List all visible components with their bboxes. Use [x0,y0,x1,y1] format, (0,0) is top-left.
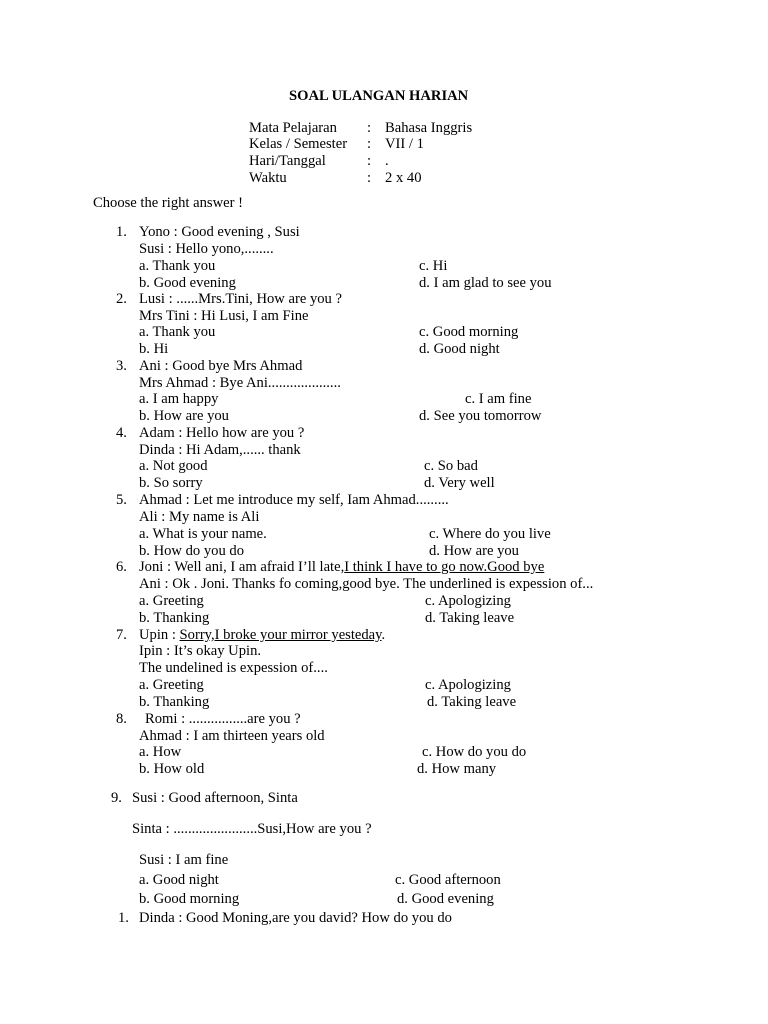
dialog-line: Ahmad : Let me introduce my self, Iam Ahmad......... [139,492,449,508]
question-number: 6. [116,559,127,575]
option-d: d. See you tomorrow [419,408,542,424]
dialog-text: Upin : [139,627,180,643]
page-title: SOAL ULANGAN HARIAN [289,88,469,104]
option-d: d. How are you [429,543,519,559]
info-label: Waktu [249,170,287,186]
option-a: a. Thank you [139,258,216,274]
info-label: Kelas / Semester [249,136,348,152]
dialog-text: Joni : Well ani, I am afraid I’ll late, [139,559,345,575]
info-value: . [385,153,389,169]
info-sep: : [367,136,372,152]
info-sep: : [367,120,372,136]
question-number: 5. [116,492,127,508]
dialog-line: Ahmad : I am thirteen years old [139,728,325,744]
option-c: c. Apologizing [425,593,511,609]
question-number: 2. [116,291,127,307]
option-d: d. Good evening [397,891,494,907]
question-number: 1. [116,224,127,240]
dialog-line: Susi : I am fine [139,852,229,868]
option-c: c. Good afternoon [395,872,501,888]
dialog-line: Dinda : Good Moning,are you david? How do you do [139,910,452,926]
dialog-line: Yono : Good evening , Susi [139,224,300,240]
question-number: 8. [116,711,127,727]
info-value: 2 x 40 [385,170,422,186]
question-number: 4. [116,425,127,441]
option-d: d. I am glad to see you [419,275,552,291]
info-label: Hari/Tanggal [249,153,326,169]
dialog-line [139,559,544,576]
dialog-line: Mrs Ahmad : Bye Ani.................... [139,375,341,391]
option-a: a. Thank you [139,324,216,340]
question-number: 3. [116,358,127,374]
question-number: 7. [116,627,127,643]
option-a: a. Greeting [139,593,204,609]
dialog-line: Romi : ................are you ? [145,711,301,727]
option-b: b. How do you do [139,543,244,559]
option-b: b. Thanking [139,610,210,626]
dialog-line: Adam : Hello how are you ? [139,425,305,441]
option-b: b. So sorry [139,475,203,491]
dialog-line: Dinda : Hi Adam,...... thank [139,442,301,458]
option-d: d. Taking leave [427,694,517,710]
option-c: c. So bad [424,458,478,474]
option-c: c. I am fine [465,391,532,407]
dialog-line: Ali : My name is Ali [139,509,260,525]
dialog-line [139,627,385,644]
underlined-expression: I think I have to go now.Good bye [344,559,545,575]
option-c: c. Where do you live [429,526,551,542]
dialog-line: Susi : Good afternoon, Sinta [132,790,298,806]
dialog-line: The undelined is expession of.... [139,660,328,676]
option-c: c. How do you do [422,744,527,760]
option-a: a. I am happy [139,391,219,407]
option-a: a. Not good [139,458,208,474]
dialog-line: Susi : Hello yono,........ [139,241,274,257]
info-label: Mata Pelajaran [249,120,337,136]
option-d: d. How many [417,761,497,777]
option-a: a. What is your name. [139,526,267,542]
instruction: Choose the right answer ! [93,195,243,211]
option-d: d. Taking leave [425,610,515,626]
info-value: VII / 1 [385,136,424,152]
question-number: 1. [118,910,129,926]
dialog-line: Ani : Ok . Joni. Thanks fo coming,good bye. The underlined is expession of... [139,576,594,592]
option-b: b. How old [139,761,205,777]
info-value: Bahasa Inggris [385,120,473,136]
option-c: c. Good morning [419,324,519,340]
option-b: b. How are you [139,408,229,424]
option-a: a. Good night [139,872,219,888]
question-number: 9. [111,790,122,806]
option-b: b. Good morning [139,891,240,907]
dialog-line: Sinta : .......................Susi,How are you ? [132,821,372,837]
dialog-text: . [381,627,386,643]
dialog-line: Lusi : ......Mrs.Tini, How are you ? [139,291,342,307]
info-sep: : [367,153,372,169]
option-b: b. Hi [139,341,169,357]
option-b: b. Good evening [139,275,236,291]
option-d: d. Very well [424,475,495,491]
option-a: a. Greeting [139,677,204,693]
option-b: b. Thanking [139,694,210,710]
dialog-line: Mrs Tini : Hi Lusi, I am Fine [139,308,309,324]
option-a: a. How [139,744,182,760]
info-sep: : [367,170,372,186]
option-c: c. Apologizing [425,677,511,693]
option-d: d. Good night [419,341,500,357]
dialog-line: Ipin : It’s okay Upin. [139,643,262,659]
option-c: c. Hi [419,258,448,274]
dialog-line: Ani : Good bye Mrs Ahmad [139,358,303,374]
underlined-expression: Sorry,I broke your mirror yesteday [179,627,382,643]
